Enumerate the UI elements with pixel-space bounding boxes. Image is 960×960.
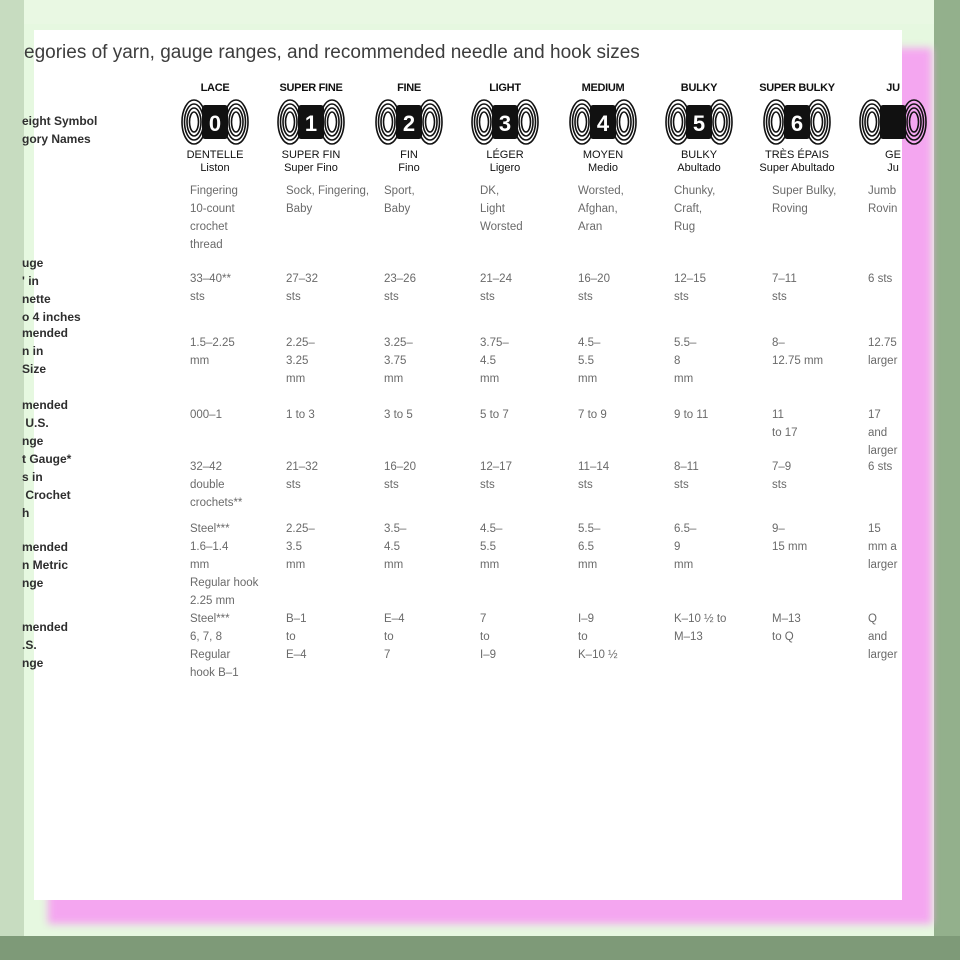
yarn-skein-icon <box>180 97 250 147</box>
weight-symbol <box>762 97 832 147</box>
weight-header-5 <box>654 82 744 175</box>
row-label-gauge: uge ' in nette o 4 inches <box>22 256 81 324</box>
weight-name-spanish: Fino <box>398 162 420 174</box>
frame-bottom <box>0 936 960 960</box>
weight-header-3 <box>460 82 550 175</box>
table-cell: 17 and larger <box>868 409 898 457</box>
weight-name: LACE <box>200 82 230 94</box>
weight-header-7 <box>848 82 938 175</box>
weight-name-french: BULKY <box>680 149 718 161</box>
yarn-skein-icon <box>374 97 444 147</box>
weight-symbol <box>374 97 444 147</box>
weight-name-french: TRÈS ÉPAIS <box>765 149 829 161</box>
svg-text:5: 5 <box>692 111 706 136</box>
table-cell: 6 sts <box>868 273 893 285</box>
yarn-skein-icon <box>470 97 540 147</box>
yarn-skein-icon <box>568 97 638 147</box>
weight-symbol <box>858 97 928 147</box>
table-cell: 7 to 9 <box>578 409 607 421</box>
row-label-weight-symbol: eight Symbol gory Names <box>22 114 98 146</box>
frame-top <box>0 0 960 24</box>
table-cell: 21–24 sts <box>480 273 512 303</box>
table-cell: 21–32 sts <box>286 461 318 491</box>
weight-name-french: MOYEN <box>582 149 624 161</box>
weight-name: FINE <box>397 82 421 94</box>
table-cell: Sock, Fingering, Baby <box>286 185 370 215</box>
table-cell: 7–11 sts <box>772 273 797 303</box>
yarn-skein-icon <box>276 97 346 147</box>
table-cell: Worsted, Afghan, Aran <box>578 185 624 233</box>
svg-text:6: 6 <box>790 111 804 136</box>
table-cell: 5.5– 8 mm <box>674 337 697 385</box>
table-cell: I–9 to K–10 ½ <box>578 613 618 661</box>
weight-name-spanish: Liston <box>200 162 230 174</box>
table-cell: 32–42 double crochets** <box>190 461 243 509</box>
table-cell: 4.5– 5.5 mm <box>578 337 601 385</box>
table-cell: 6.5– 9 mm <box>674 523 697 571</box>
table-cell: 33–40** sts <box>190 273 231 303</box>
table-cell: 6 sts <box>868 461 893 473</box>
weight-header-4 <box>558 82 648 175</box>
weight-name: SUPER BULKY <box>759 82 835 94</box>
weight-symbol <box>470 97 540 147</box>
svg-text:0: 0 <box>208 111 222 136</box>
table-cell: 5.5– 6.5 mm <box>578 523 601 571</box>
weight-name-french: GE <box>885 149 901 161</box>
table-cell: 9– 15 mm <box>772 523 808 553</box>
weight-name-french: SUPER FIN <box>281 149 341 161</box>
weight-header-6 <box>752 82 842 175</box>
table-cell: 2.25– 3.25 mm <box>286 337 315 385</box>
table-cell: DK, Light Worsted <box>480 185 523 233</box>
weight-name: LIGHT <box>489 82 521 94</box>
table-cell: M–13 to Q <box>772 613 801 643</box>
weight-symbol <box>180 97 250 147</box>
table-cell: Jumb Rovin <box>868 185 898 215</box>
svg-text:4: 4 <box>596 111 610 136</box>
weight-name-french: LÉGER <box>486 149 524 161</box>
weight-name: MEDIUM <box>581 82 625 94</box>
yarn-skein-icon <box>664 97 734 147</box>
svg-text:2: 2 <box>402 111 416 136</box>
table-cell: Steel*** 1.6–1.4 mm Regular hook 2.25 mm <box>190 523 259 607</box>
weight-header-1 <box>266 82 356 175</box>
table-cell: Super Bulky, Roving <box>772 185 837 215</box>
weight-name-spanish: Ju <box>887 162 899 174</box>
table-cell: 5 to 7 <box>480 409 509 421</box>
weight-name: JU <box>886 82 900 94</box>
weight-name: SUPER FINE <box>279 82 343 94</box>
table-cell: Steel*** 6, 7, 8 Regular hook B–1 <box>190 613 239 679</box>
weight-name-spanish: Medio <box>588 162 618 174</box>
yarn-chart-card <box>22 30 902 900</box>
table-cell: 16–20 sts <box>384 461 416 491</box>
row-label-crochet-gauge: t Gauge* s in Crochet h <box>22 452 72 520</box>
table-cell: Chunky, Craft, Rug <box>674 185 716 233</box>
table-cell: 12.75 larger <box>868 337 898 367</box>
table-cell: Sport, Baby <box>384 185 415 215</box>
table-cell: 3.75– 4.5 mm <box>480 337 509 385</box>
table-cell: 12–15 sts <box>674 273 706 303</box>
table-cell: 23–26 sts <box>384 273 416 303</box>
weight-name-spanish: Super Abultado <box>759 162 835 174</box>
weight-name-spanish: Super Fino <box>284 162 338 174</box>
weight-name: BULKY <box>680 82 718 94</box>
weight-symbol <box>276 97 346 147</box>
weight-name-french: FIN <box>400 149 418 161</box>
table-cell: K–10 ½ to M–13 <box>674 613 727 643</box>
table-cell: 16–20 sts <box>578 273 610 303</box>
table-cell: 4.5– 5.5 mm <box>480 523 503 571</box>
table-cell: 27–32 sts <box>286 273 318 303</box>
table-cell: 1 to 3 <box>286 409 315 421</box>
table-cell: 9 to 11 <box>674 409 709 421</box>
page-title: egories of yarn, gauge ranges, and recommended needle and hook sizes <box>24 42 640 63</box>
table-cell: 000–1 <box>190 409 222 421</box>
table-cell: 11 to 17 <box>772 409 798 439</box>
table-cell: Fingering 10-count crochet thread <box>190 185 238 251</box>
weight-symbol <box>664 97 734 147</box>
weight-name-spanish: Abultado <box>677 162 721 174</box>
table-cell: 3.25– 3.75 mm <box>384 337 413 385</box>
table-cell: 1.5–2.25 mm <box>190 337 235 367</box>
table-cell: 8– 12.75 mm <box>772 337 824 367</box>
table-cell: B–1 to E–4 <box>286 613 307 661</box>
row-label-needle-us: mended U.S. nge <box>22 398 69 448</box>
yarn-skein-icon <box>762 97 832 147</box>
row-label-hook-metric: mended n Metric nge <box>22 540 69 590</box>
table-cell: 15 mm a larger <box>868 523 898 571</box>
svg-text:1: 1 <box>304 111 318 136</box>
table-cell: E–4 to 7 <box>384 613 405 661</box>
yarn-skein-icon <box>858 97 928 147</box>
table-cell: 2.25– 3.5 mm <box>286 523 315 571</box>
svg-text:3: 3 <box>498 111 512 136</box>
weight-symbol <box>568 97 638 147</box>
table-cell: 11–14 sts <box>578 461 610 491</box>
table-cell: 3.5– 4.5 mm <box>384 523 407 571</box>
table-cell: 12–17 sts <box>480 461 512 491</box>
row-label-hook-us: mended .S. nge <box>22 620 69 670</box>
table-cell: 3 to 5 <box>384 409 413 421</box>
table-cell: 7 to I–9 <box>480 613 496 661</box>
weight-header-2 <box>364 82 454 175</box>
row-label-needle-metric: mended n in Size <box>22 326 69 376</box>
frame-left <box>0 0 24 960</box>
table-cell: 8–11 sts <box>674 461 699 491</box>
weight-header-0 <box>170 82 260 175</box>
table-cell: Q and larger <box>868 613 898 661</box>
table-cell: 7–9 sts <box>772 461 792 491</box>
weight-name-spanish: Ligero <box>489 162 521 174</box>
weight-name-french: DENTELLE <box>186 149 244 161</box>
